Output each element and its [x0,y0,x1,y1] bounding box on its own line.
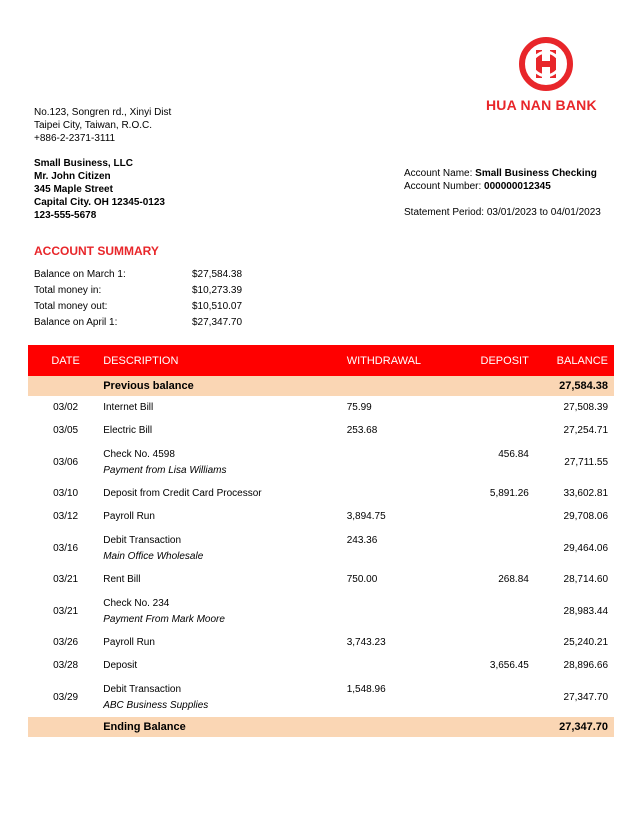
row-date: 03/10 [53,488,79,499]
row-date: 03/16 [53,542,79,554]
row-date: 03/21 [53,574,79,585]
row-description [103,449,346,476]
summary-value: $10,510.07 [192,301,243,312]
header-deposit: DEPOSIT [480,354,529,367]
row-description-main: Check No. 234 [103,597,170,609]
customer-city: Capital City. OH 12345-0123 [34,197,165,208]
summary-row [34,301,272,317]
table-row [28,677,614,717]
summary-row [34,269,272,285]
table-row [28,631,614,654]
account-number-value: 000000012345 [484,181,551,192]
row-date: 03/05 [53,425,79,436]
row-balance: 29,464.06 [563,542,609,554]
row-date: 03/29 [53,691,79,703]
table-row [28,654,614,677]
row-description: Electric Bill [103,425,153,436]
previous-balance-label: Previous balance [103,380,194,392]
row-deposit: 268.84 [498,574,529,585]
account-summary [34,269,272,333]
row-description-main: Check No. 4598 [103,448,175,460]
row-withdrawal: 3,894.75 [346,511,386,522]
row-deposit: 3,656.45 [489,660,529,671]
row-description [103,598,346,625]
row-deposit: 456.84 [498,449,529,460]
table-header [28,345,614,376]
bank-address-line: No.123, Songren rd., Xinyi Dist [34,107,172,118]
summary-value: $27,584.38 [192,269,243,280]
row-withdrawal: 1,548.96 [346,684,386,695]
row-deposit: 5,891.26 [489,488,529,499]
summary-value: $27,347.70 [192,317,243,328]
ending-balance-row [28,717,614,737]
header-description: DESCRIPTION [103,354,179,367]
row-balance: 25,240.21 [563,637,609,648]
table-row [28,505,614,528]
table-row [28,568,614,591]
bank-address-line: Taipei City, Taiwan, R.O.C. [34,120,153,131]
transactions-table [28,345,614,737]
row-date: 03/12 [53,511,79,522]
row-balance: 28,983.44 [563,605,609,617]
customer-company: Small Business, LLC [34,158,133,169]
account-name-label: Account Name: [404,168,473,179]
row-date: 03/26 [53,637,79,648]
summary-row [34,317,272,333]
customer-info [34,157,165,222]
row-balance: 29,708.06 [563,511,609,522]
row-balance: 27,347.70 [563,691,609,703]
row-balance: 28,896.66 [563,660,609,671]
table-row [28,528,614,568]
row-description: Payroll Run [103,511,155,522]
customer-name: Mr. John Citizen [34,171,111,182]
row-description [103,535,346,562]
bank-address [34,106,171,145]
account-name-value: Small Business Checking [475,168,597,179]
row-description: Payroll Run [103,637,155,648]
previous-balance-row [28,376,614,396]
ending-balance-label: Ending Balance [103,721,186,733]
row-balance: 33,602.81 [563,488,609,499]
row-deposit [456,677,529,684]
bank-phone: +886-2-2371-3111 [34,133,116,144]
summary-title: ACCOUNT SUMMARY [34,244,159,258]
account-info [404,167,597,193]
ending-balance-value: 27,347.70 [559,721,609,733]
row-balance: 27,254.71 [563,425,609,436]
transaction-rows [28,396,614,717]
summary-label: Balance on March 1: [34,269,126,280]
row-date: 03/28 [53,660,79,671]
table-row [28,442,614,482]
row-description: Rent Bill [103,574,141,585]
table-row [28,419,614,442]
row-date: 03/02 [53,402,79,413]
row-balance: 27,711.55 [564,456,609,468]
row-description [103,684,346,711]
table-row [28,482,614,505]
account-number-label: Account Number: [404,181,482,192]
table-row [28,591,614,631]
row-description: Internet Bill [103,402,154,413]
row-description: Deposit from Credit Card Processor [103,488,262,499]
row-description-main: Debit Transaction [103,534,182,546]
row-withdrawal: 253.68 [346,425,378,436]
table-row [28,396,614,419]
customer-phone: 123-555-5678 [34,210,97,221]
summary-label: Total money in: [34,285,102,296]
row-withdrawal: 75.99 [346,402,372,413]
row-description: Deposit [103,660,138,671]
summary-row [34,285,272,301]
header-date: DATE [51,354,80,367]
row-deposit [456,528,529,535]
customer-street: 345 Maple Street [34,184,113,195]
row-description-sub: Payment From Mark Moore [103,613,225,625]
row-balance: 27,508.39 [563,402,609,413]
row-withdrawal: 3,743.23 [346,637,386,648]
summary-label: Balance on April 1: [34,317,118,328]
bank-logo-icon [518,36,574,92]
row-withdrawal [347,591,456,598]
row-description-main: Debit Transaction [103,683,182,695]
summary-value: $10,273.39 [192,285,243,296]
row-date: 03/21 [53,605,79,617]
row-description-sub: Main Office Wholesale [103,550,204,562]
summary-label: Total money out: [34,301,108,312]
row-withdrawal: 243.36 [346,535,378,546]
bank-name: HUA NAN BANK [486,97,597,113]
header-balance: BALANCE [556,354,609,367]
row-withdrawal: 750.00 [346,574,378,585]
row-withdrawal [347,442,456,449]
row-balance: 28,714.60 [563,574,609,585]
row-deposit [456,591,529,598]
previous-balance-value: 27,584.38 [559,380,609,392]
row-date: 03/06 [53,456,79,468]
row-description-sub: Payment from Lisa Williams [103,464,227,476]
header-withdrawal: WITHDRAWAL [346,354,422,367]
row-description-sub: ABC Business Supplies [103,699,209,711]
statement-period: Statement Period: 03/01/2023 to 04/01/2023 [404,207,601,218]
